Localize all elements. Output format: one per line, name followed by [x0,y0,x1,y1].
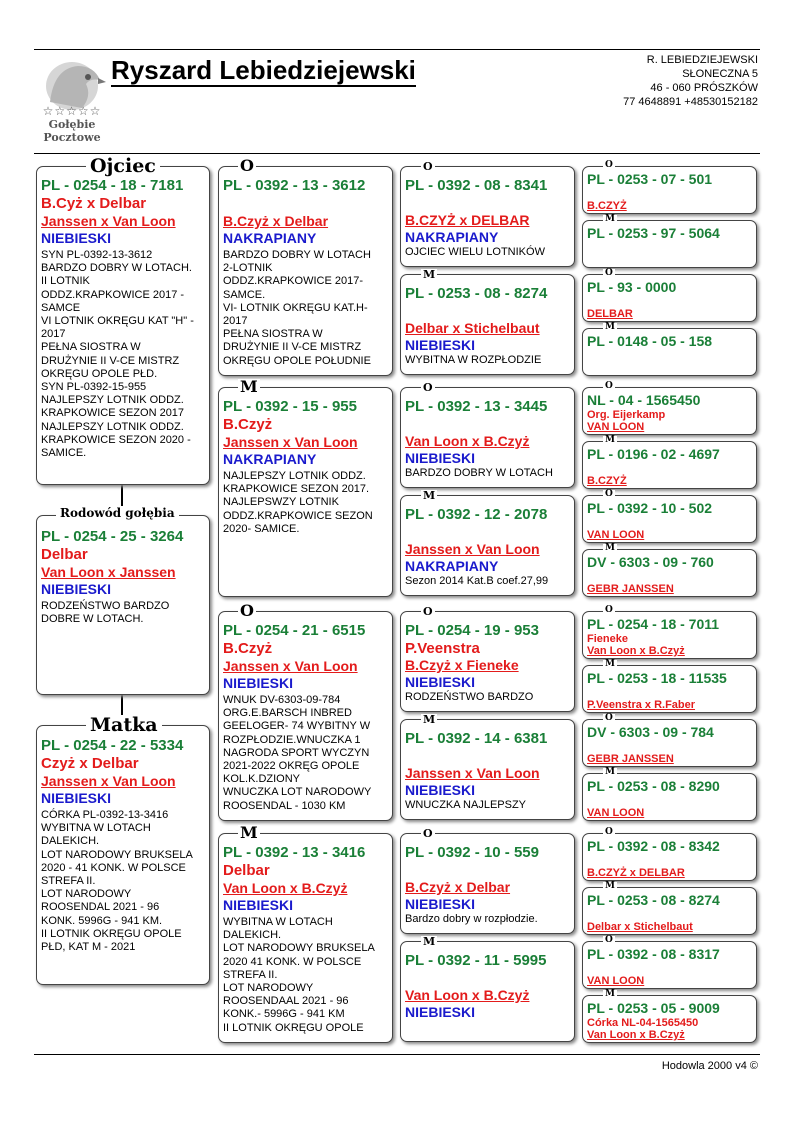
grandparent-ring: PL - 0392 - 13 - 3612 [223,177,366,194]
subject-color: NIEBIESKI [41,581,112,597]
ggg-ring: DV - 6303 - 09 - 784 [587,724,714,740]
ggg-ring: PL - 0253 - 18 - 11535 [587,670,727,686]
ggg-parents: Van Loon x B.Czyż [587,1029,685,1041]
ggg-ring: PL - 0253 - 05 - 9009 [587,1000,720,1016]
ggp-color: NIEBIESKI [405,782,476,798]
ggg-ring: NL - 04 - 1565450 [587,392,701,408]
ggp-desc: WYBITNA W ROZPŁODZIE [405,354,542,366]
sex-marker: M [605,767,615,777]
sex-marker: M [605,322,615,332]
subject-desc: RODZEŃSTWO BARDZO DOBRE W LOTACH. [41,600,170,626]
grandparent-card[interactable] [218,387,393,597]
ggp-color: NIEBIESKI [405,1004,476,1020]
subject-name: Delbar [41,546,88,563]
great-grandparent-card[interactable] [400,387,575,488]
ggg-ring: PL - 0196 - 02 - 4697 [587,446,720,462]
ggg-name: Org. Eijerkamp [587,409,666,421]
ggp-color: NIEBIESKI [405,450,476,466]
sex-marker: M [605,214,615,224]
ggg-parents: B.CZYŻ [587,200,627,212]
ggp-parents: Janssen x Van Loon [405,541,540,557]
ggg-ring: PL - 93 - 0000 [587,279,677,295]
father-card[interactable] [36,166,210,485]
ggp-ring: PL - 0392 - 08 - 8341 [405,177,548,194]
sex-marker: O [605,605,613,615]
ggg-card[interactable] [582,166,757,214]
grandparent-ring: PL - 0392 - 13 - 3416 [223,844,366,861]
great-grandparent-card[interactable] [400,833,575,934]
grandparent-color: NAKRAPIANY [223,230,317,246]
sex-marker: O [240,156,254,175]
address-block [623,53,758,109]
sex-marker: O [605,489,613,499]
logo-stars: ☆☆☆☆☆ [42,104,102,118]
great-grandparent-card[interactable] [400,495,575,596]
ggp-name: P.Veenstra [405,640,480,657]
ggp-color: NAKRAPIANY [405,229,499,245]
sex-marker: O [605,713,613,723]
footer-credit: Hodowla 2000 v4 © [661,1060,758,1072]
sex-marker: M [423,935,436,948]
ggg-name [587,571,752,583]
grandparent-desc: WNUK DV-6303-09-784 ORG.E.BARSCH INBRED GEELOGER- 74 WYBITNY W ROZPŁODZIE.WNUCZKA 1 NAGRODA SPORT WYCZYN 2021-2022 OKRĘG OPOLE KOL.K.DZIONY WNUCZKA LOT NARODOWY ROOSENDAL - 1030 KM [223,694,372,812]
sex-marker: M [423,489,436,502]
grandparent-color: NAKRAPIANY [223,451,317,467]
ggg-name: Fieneke [587,633,628,645]
subject-ring: PL - 0254 - 25 - 3264 [41,528,184,545]
ggg-card[interactable] [582,719,757,767]
grandparent-color: NIEBIESKI [223,675,294,691]
subject-label: Rodowód gołębia [56,506,179,520]
father-name: B.Cyż x Delbar [41,195,147,212]
subject-card[interactable] [36,515,210,695]
grandparent-card[interactable] [218,611,393,821]
mother-card[interactable] [36,725,210,985]
grandparent-name: Delbar [223,862,270,879]
sex-marker: O [423,381,433,394]
ggg-ring: PL - 0392 - 08 - 8342 [587,838,720,854]
grandparent-desc: BARDZO DOBRY W LOTACH 2-LOTNIK ODDZ.KRAPKOWICE 2017- SAMCE. VI- LOTNIK OKRĘGU KAT.H- 2017 PEŁNA SIOSTRA W DRUŻYNIE II V-CE MISTRZ OKRĘGU OPOLE POŁUDNIE [223,249,371,367]
ggp-ring: PL - 0254 - 19 - 953 [405,622,539,639]
grandparent-color: NIEBIESKI [223,897,294,913]
father-desc: SYN PL-0392-13-3612 BARDZO DOBRY W LOTACH. II LOTNIK ODDZ.KRAPKOWICE 2017 - SAMCE VI LOTNIK OKRĘGU KAT "H" - 2017 PEŁNA SIOSTRA W DRUŻYNIE II V-CE MISTRZ OKRĘGU OPOLE PŁD. SYN PL-0392-15-955 NAJLEPSZY LOTNIK ODDZ. KRAPKOWICE SEZON 2017 NAJLEPSZY LOTNIK ODDZ. KRAPKOWICE SEZON 2020 - SAMICE. [41,249,194,460]
great-grandparent-card[interactable] [400,274,575,375]
ggp-parents: B.Czyż x Delbar [405,879,511,895]
ggg-name [587,296,752,308]
great-grandparent-card[interactable] [400,719,575,820]
ggp-parents: Van Loon x B.Czyż [405,433,530,449]
ggg-card[interactable] [582,833,757,881]
ggg-parents: Van Loon x B.Czyż [587,645,685,657]
ggp-color: NIEBIESKI [405,337,476,353]
address-name: R. LEBIEDZIEJEWSKI [646,54,758,66]
ggg-name [587,517,752,529]
ggg-card[interactable] [582,387,757,435]
logo-text: Gołębie Pocztowe [43,118,101,144]
great-grandparent-card[interactable] [400,166,575,267]
sex-marker: M [423,268,436,281]
sex-marker: O [605,160,613,170]
sex-marker: M [605,881,615,891]
ggp-parents: Janssen x Van Loon [405,765,540,781]
sex-marker: M [605,659,615,669]
grandparent-desc: NAJLEPSZY LOTNIK ODDZ. KRAPKOWICE SEZON 2017. NAJLEPSWZY LOTNIK ODDZ.KRAPKOWICE SEZON 2020- SAMICE. [223,470,373,535]
ggg-parents: VAN LOON [587,529,645,541]
ggp-parents: Delbar x Stichelbaut [405,320,540,336]
sire-label: Ojciec [86,156,160,176]
sex-marker: O [423,605,433,618]
mother-name: Czyż x Delbar [41,755,139,772]
grandparent-name: B.Czyż [223,640,273,657]
grandparent-parents: B.Czyż x Delbar [223,213,329,229]
ggg-name [587,188,752,200]
ggg-card[interactable] [582,441,757,489]
mother-parents: Janssen x Van Loon [41,773,176,789]
ggg-parents: VAN LOON [587,975,645,987]
ggp-ring: PL - 0392 - 13 - 3445 [405,398,548,415]
ggg-card[interactable] [582,773,757,821]
ggg-parents: P.Veenstra x R.Faber [587,699,696,711]
mother-desc: CÓRKA PL-0392-13-3416 WYBITNA W LOTACH DALEKICH. LOT NARODOWY BRUKSELA 2020 - 41 KONK. W POLSCE STREFA II. LOT NARODOWY ROOSENDAL 2021 - 96 KONK. 5996G - 941 KM. II LOTNIK OKRĘGU OPOLE PŁD, KAT M - 2021 [41,809,193,954]
ggg-name [587,687,752,699]
grandparent-card[interactable] [218,166,393,376]
ggg-ring: PL - 0254 - 18 - 7011 [587,616,720,632]
ggg-card[interactable] [582,611,757,659]
sex-marker: M [240,377,258,396]
ggp-color: NIEBIESKI [405,674,476,690]
great-grandparent-card[interactable] [400,941,575,1042]
ggp-color: NIEBIESKI [405,896,476,912]
grandparent-parents: Janssen x Van Loon [223,658,358,674]
grandparent-ring: PL - 0392 - 15 - 955 [223,398,357,415]
ggg-parents: GEBR JANSSEN [587,753,674,765]
grandparent-card[interactable] [218,833,393,1043]
ggg-parents: GEBR JANSSEN [587,583,674,595]
ggp-desc: Sezon 2014 Kat.B coef.27,99 [405,575,549,587]
grandparent-desc: WYBITNA W LOTACH DALEKICH. LOT NARODOWY BRUKSELA 2020 41 KONK. W POLSCE STREFA II. LOT NARODOWY ROOSENDAAL 2021 - 96 KONK.- 5996G - 941 KM II LOTNIK OKRĘGU OPOLE [223,916,375,1034]
sex-marker: O [605,381,613,391]
ggp-desc: OJCIEC WIELU LOTNIKÓW [405,246,545,258]
ggg-ring: DV - 6303 - 09 - 760 [587,554,714,570]
ggg-ring: PL - 0253 - 07 - 501 [587,171,713,187]
sex-marker: O [605,827,613,837]
ggg-name [587,463,752,475]
ggg-name [587,909,752,921]
grandparent-parents: Van Loon x B.Czyż [223,880,348,896]
ggg-card[interactable] [582,274,757,322]
subject-parents: Van Loon x Janssen [41,564,176,580]
sex-marker: M [605,543,615,553]
ggp-desc: BARDZO DOBRY W LOTACH [405,467,553,479]
ggg-card[interactable] [582,220,757,268]
ggp-ring: PL - 0392 - 14 - 6381 [405,730,548,747]
ggg-parents: VAN LOON [587,807,645,819]
ggg-name [587,242,752,254]
father-parents: Janssen x Van Loon [41,213,176,229]
address-street: SŁONECZNA 5 [682,68,758,80]
sex-marker: M [423,713,436,726]
ggp-desc: RODZEŃSTWO BARDZO [405,691,534,703]
ggg-ring: PL - 0392 - 08 - 8317 [587,946,720,962]
ggg-name: Córka NL-04-1565450 [587,1017,699,1029]
ggp-ring: PL - 0253 - 08 - 8274 [405,285,548,302]
ggg-ring: PL - 0253 - 97 - 5064 [587,225,720,241]
great-grandparent-card[interactable] [400,611,575,712]
sex-marker: O [605,268,613,278]
ggg-card[interactable] [582,941,757,989]
sex-marker: M [605,435,615,445]
ggg-card[interactable] [582,665,757,713]
ggg-parents: B.CZYŻ x DELBAR [587,867,685,879]
ggp-ring: PL - 0392 - 10 - 559 [405,844,539,861]
ggp-color: NAKRAPIANY [405,558,499,574]
ggg-card[interactable] [582,549,757,597]
grandparent-parents: Janssen x Van Loon [223,434,358,450]
ggg-ring: PL - 0253 - 08 - 8274 [587,892,720,908]
ggg-parents: VAN LOON [587,421,645,433]
ggp-desc: WNUCZKA NAJLEPSZY [405,799,527,811]
ggp-desc: Bardzo dobry w rozpłodzie. [405,913,538,925]
owner-name: Ryszard Lebiedziejewski [111,55,416,85]
ggp-parents: B.Czyż x Fieneke [405,657,519,673]
ggg-name [587,963,752,975]
grandparent-name [223,195,388,213]
ggg-name [587,795,752,807]
sex-marker: M [605,989,615,999]
sex-marker: M [240,823,258,842]
mother-ring: PL - 0254 - 22 - 5334 [41,737,184,754]
dam-label: Matka [86,715,162,735]
ggg-card[interactable] [582,328,757,376]
grandparent-ring: PL - 0254 - 21 - 6515 [223,622,366,639]
ggg-card[interactable] [582,495,757,543]
sex-marker: O [423,160,433,173]
ggg-parents: Delbar x Stichelbaut [587,921,693,933]
ggg-name [587,350,752,362]
sex-marker: O [423,827,433,840]
ggg-card[interactable] [582,995,757,1043]
father-color: NIEBIESKI [41,230,112,246]
ggg-parents: DELBAR [587,308,633,320]
logo [36,56,108,148]
ggg-parents: B.CZYŻ [587,475,627,487]
address-phone: 77 4648891 +48530152182 [623,96,758,108]
ggg-name [587,741,752,753]
father-ring: PL - 0254 - 18 - 7181 [41,177,184,194]
ggg-name [587,855,752,867]
address-city: 46 - 060 PRÓSZKÓW [650,82,758,94]
ggp-ring: PL - 0392 - 12 - 2078 [405,506,548,523]
grandparent-name: B.Czyż [223,416,273,433]
ggg-ring: PL - 0148 - 05 - 158 [587,333,713,349]
ggp-ring: PL - 0392 - 11 - 5995 [405,952,547,969]
ggg-ring: PL - 0392 - 10 - 502 [587,500,713,516]
ggg-ring: PL - 0253 - 08 - 8290 [587,778,720,794]
sex-marker: O [240,601,254,620]
ggp-parents: B.CZYŻ x DELBAR [405,212,530,228]
ggp-parents: Van Loon x B.Czyż [405,987,530,1003]
sex-marker: O [605,935,613,945]
ggg-card[interactable] [582,887,757,935]
mother-color: NIEBIESKI [41,790,112,806]
